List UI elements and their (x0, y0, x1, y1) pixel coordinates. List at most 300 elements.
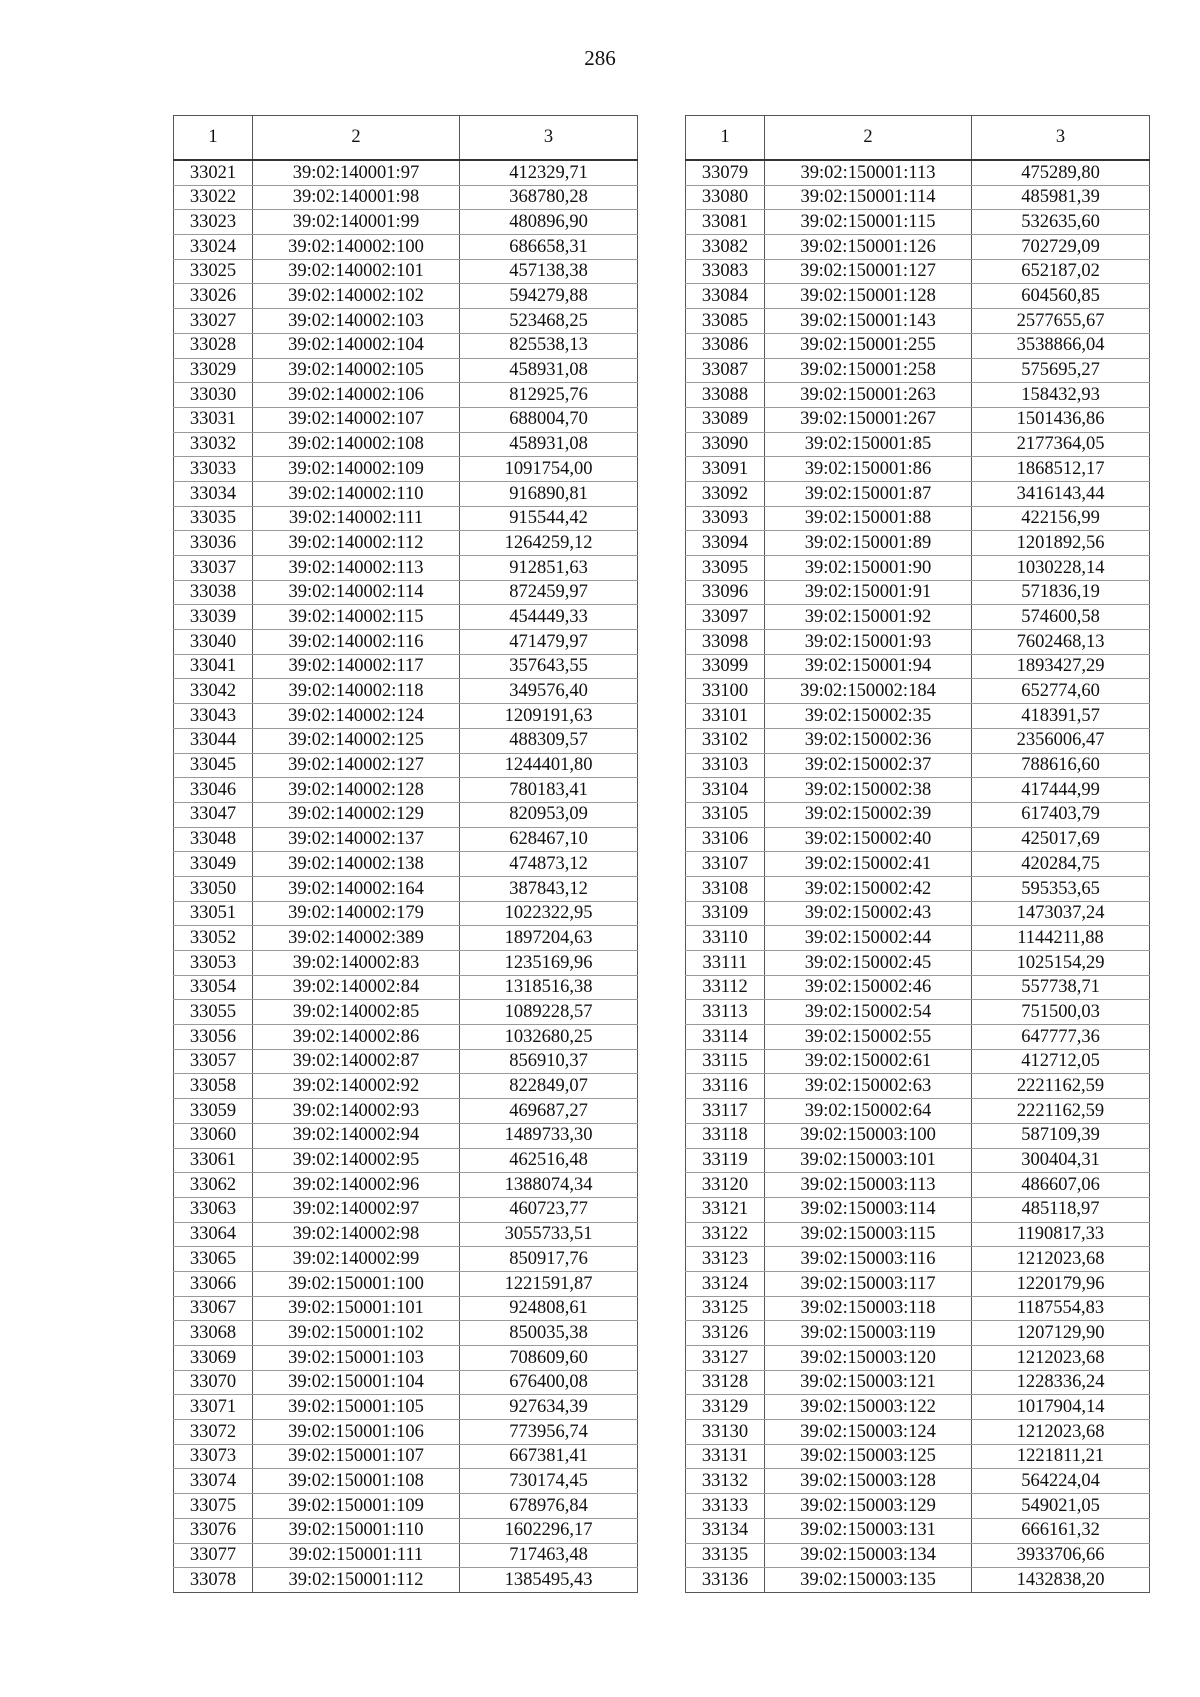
value-cell: 564224,04 (972, 1469, 1150, 1494)
row-number-cell: 33025 (174, 259, 253, 284)
table-row (174, 1025, 638, 1050)
value-cell: 822849,07 (460, 1074, 638, 1099)
header-row (686, 116, 1150, 161)
row-number-cell: 33131 (686, 1444, 765, 1469)
value-cell: 788616,60 (972, 753, 1150, 778)
table-row (686, 1222, 1150, 1247)
value-cell: 1190817,33 (972, 1222, 1150, 1247)
value-cell: 1318516,38 (460, 975, 638, 1000)
table-row (686, 951, 1150, 976)
cadastral-number-cell: 39:02:150003:122 (765, 1395, 972, 1420)
value-cell: 357643,55 (460, 654, 638, 679)
value-cell: 387843,12 (460, 876, 638, 901)
row-number-cell: 33072 (174, 1420, 253, 1445)
value-cell: 594279,88 (460, 284, 638, 309)
table-row (686, 1543, 1150, 1568)
table-row (174, 481, 638, 506)
row-number-cell: 33071 (174, 1395, 253, 1420)
value-cell: 1385495,43 (460, 1568, 638, 1593)
row-number-cell: 33095 (686, 556, 765, 581)
value-cell: 549021,05 (972, 1494, 1150, 1519)
value-cell: 686658,31 (460, 235, 638, 260)
cadastral-number-cell: 39:02:150002:38 (765, 778, 972, 803)
value-cell: 1207129,90 (972, 1321, 1150, 1346)
row-number-cell: 33118 (686, 1123, 765, 1148)
table-row (686, 1518, 1150, 1543)
value-cell: 1868512,17 (972, 457, 1150, 482)
row-number-cell: 33043 (174, 704, 253, 729)
row-number-cell: 33052 (174, 926, 253, 951)
value-cell: 2177364,05 (972, 432, 1150, 457)
value-cell: 3416143,44 (972, 481, 1150, 506)
cadastral-number-cell: 39:02:150002:184 (765, 679, 972, 704)
cadastral-number-cell: 39:02:140002:100 (253, 235, 460, 260)
value-cell: 532635,60 (972, 210, 1150, 235)
value-cell: 458931,08 (460, 432, 638, 457)
value-cell: 652187,02 (972, 259, 1150, 284)
row-number-cell: 33091 (686, 457, 765, 482)
cadastral-number-cell: 39:02:140002:109 (253, 457, 460, 482)
value-cell: 523468,25 (460, 309, 638, 334)
cadastral-number-cell: 39:02:150001:94 (765, 654, 972, 679)
table-row (174, 951, 638, 976)
row-number-cell: 33089 (686, 407, 765, 432)
header-cell-col-3: 3 (460, 116, 638, 161)
cadastral-number-cell: 39:02:150002:61 (765, 1049, 972, 1074)
cadastral-number-cell: 39:02:150002:64 (765, 1099, 972, 1124)
value-cell: 1091754,00 (460, 457, 638, 482)
row-number-cell: 33090 (686, 432, 765, 457)
row-number-cell: 33085 (686, 309, 765, 334)
value-cell: 1201892,56 (972, 531, 1150, 556)
table-row (174, 654, 638, 679)
row-number-cell: 33123 (686, 1247, 765, 1272)
row-number-cell: 33057 (174, 1049, 253, 1074)
value-cell: 1501436,86 (972, 407, 1150, 432)
table-row (174, 1271, 638, 1296)
row-number-cell: 33101 (686, 704, 765, 729)
table-row (174, 852, 638, 877)
row-number-cell: 33077 (174, 1543, 253, 1568)
row-number-cell: 33065 (174, 1247, 253, 1272)
cadastral-number-cell: 39:02:140002:84 (253, 975, 460, 1000)
row-number-cell: 33062 (174, 1173, 253, 1198)
row-number-cell: 33107 (686, 852, 765, 877)
row-number-cell: 33080 (686, 185, 765, 210)
table-row (174, 506, 638, 531)
table-row (174, 358, 638, 383)
cadastral-number-cell: 39:02:150001:126 (765, 235, 972, 260)
table-row (174, 1222, 638, 1247)
row-number-cell: 33104 (686, 778, 765, 803)
cadastral-number-cell: 39:02:140002:87 (253, 1049, 460, 1074)
table-row (174, 605, 638, 630)
cadastral-number-cell: 39:02:150001:109 (253, 1494, 460, 1519)
value-cell: 1209191,63 (460, 704, 638, 729)
table-row (686, 1469, 1150, 1494)
cadastral-number-cell: 39:02:150002:55 (765, 1025, 972, 1050)
cadastral-number-cell: 39:02:150001:127 (765, 259, 972, 284)
table-row (686, 1321, 1150, 1346)
cadastral-number-cell: 39:02:150002:45 (765, 951, 972, 976)
cadastral-number-cell: 39:02:140002:93 (253, 1099, 460, 1124)
row-number-cell: 33116 (686, 1074, 765, 1099)
value-cell: 652774,60 (972, 679, 1150, 704)
value-cell: 474873,12 (460, 852, 638, 877)
value-cell: 850917,76 (460, 1247, 638, 1272)
row-number-cell: 33024 (174, 235, 253, 260)
cadastral-number-cell: 39:02:140002:389 (253, 926, 460, 951)
table-row (174, 1370, 638, 1395)
cadastral-number-cell: 39:02:150002:44 (765, 926, 972, 951)
value-cell: 850035,38 (460, 1321, 638, 1346)
cadastral-number-cell: 39:02:150001:100 (253, 1271, 460, 1296)
row-number-cell: 33033 (174, 457, 253, 482)
value-cell: 469687,27 (460, 1099, 638, 1124)
table-row (686, 901, 1150, 926)
table-row (686, 506, 1150, 531)
row-number-cell: 33082 (686, 235, 765, 260)
row-number-cell: 33045 (174, 753, 253, 778)
value-cell: 717463,48 (460, 1543, 638, 1568)
value-cell: 7602468,13 (972, 630, 1150, 655)
cadastral-table-right (685, 115, 1150, 1593)
table-row (174, 1346, 638, 1371)
row-number-cell: 33061 (174, 1148, 253, 1173)
row-number-cell: 33034 (174, 481, 253, 506)
cadastral-number-cell: 39:02:150002:36 (765, 728, 972, 753)
value-cell: 486607,06 (972, 1173, 1150, 1198)
table-row (686, 259, 1150, 284)
cadastral-number-cell: 39:02:150001:128 (765, 284, 972, 309)
cadastral-number-cell: 39:02:140002:124 (253, 704, 460, 729)
page-number: 286 (584, 46, 616, 70)
value-cell: 1212023,68 (972, 1346, 1150, 1371)
table-row (686, 309, 1150, 334)
table-row (686, 1370, 1150, 1395)
table-row (686, 1395, 1150, 1420)
header-cell-col-2: 2 (765, 116, 972, 161)
row-number-cell: 33094 (686, 531, 765, 556)
cadastral-number-cell: 39:02:140002:105 (253, 358, 460, 383)
value-cell: 462516,48 (460, 1148, 638, 1173)
table-row (174, 1123, 638, 1148)
value-cell: 1473037,24 (972, 901, 1150, 926)
row-number-cell: 33029 (174, 358, 253, 383)
cadastral-number-cell: 39:02:150001:87 (765, 481, 972, 506)
table-row (174, 1296, 638, 1321)
row-number-cell: 33051 (174, 901, 253, 926)
value-cell: 595353,65 (972, 876, 1150, 901)
cadastral-number-cell: 39:02:150001:108 (253, 1469, 460, 1494)
cadastral-table-left (173, 115, 638, 1593)
table-row (686, 654, 1150, 679)
cadastral-number-cell: 39:02:150003:121 (765, 1370, 972, 1395)
value-cell: 1089228,57 (460, 1000, 638, 1025)
cadastral-number-cell: 39:02:150003:125 (765, 1444, 972, 1469)
table-row (686, 210, 1150, 235)
table-row (174, 975, 638, 1000)
cadastral-number-cell: 39:02:150003:119 (765, 1321, 972, 1346)
row-number-cell: 33041 (174, 654, 253, 679)
value-cell: 422156,99 (972, 506, 1150, 531)
row-number-cell: 33128 (686, 1370, 765, 1395)
table-row (686, 407, 1150, 432)
cadastral-number-cell: 39:02:150001:114 (765, 185, 972, 210)
table-row (174, 1494, 638, 1519)
cadastral-number-cell: 39:02:150001:258 (765, 358, 972, 383)
value-cell: 1032680,25 (460, 1025, 638, 1050)
value-cell: 488309,57 (460, 728, 638, 753)
table-row (174, 630, 638, 655)
table-row (686, 457, 1150, 482)
cadastral-number-cell: 39:02:150002:54 (765, 1000, 972, 1025)
row-number-cell: 33070 (174, 1370, 253, 1395)
row-number-cell: 33076 (174, 1518, 253, 1543)
value-cell: 412329,71 (460, 160, 638, 185)
table-row (686, 284, 1150, 309)
row-number-cell: 33055 (174, 1000, 253, 1025)
cadastral-number-cell: 39:02:150003:114 (765, 1197, 972, 1222)
cadastral-number-cell: 39:02:150003:101 (765, 1148, 972, 1173)
value-cell: 574600,58 (972, 605, 1150, 630)
value-cell: 420284,75 (972, 852, 1150, 877)
table-row (174, 1099, 638, 1124)
row-number-cell: 33134 (686, 1518, 765, 1543)
cadastral-number-cell: 39:02:140002:95 (253, 1148, 460, 1173)
row-number-cell: 33113 (686, 1000, 765, 1025)
row-number-cell: 33054 (174, 975, 253, 1000)
row-number-cell: 33083 (686, 259, 765, 284)
value-cell: 666161,32 (972, 1518, 1150, 1543)
cadastral-number-cell: 39:02:150001:90 (765, 556, 972, 581)
row-number-cell: 33027 (174, 309, 253, 334)
value-cell: 812925,76 (460, 383, 638, 408)
row-number-cell: 33093 (686, 506, 765, 531)
table-row (686, 1074, 1150, 1099)
value-cell: 475289,80 (972, 160, 1150, 185)
cadastral-number-cell: 39:02:140001:98 (253, 185, 460, 210)
table-row (174, 235, 638, 260)
cadastral-number-cell: 39:02:150001:107 (253, 1444, 460, 1469)
header-cell-col-2: 2 (253, 116, 460, 161)
value-cell: 3538866,04 (972, 333, 1150, 358)
table-row (686, 358, 1150, 383)
value-cell: 1030228,14 (972, 556, 1150, 581)
cadastral-number-cell: 39:02:140001:99 (253, 210, 460, 235)
row-number-cell: 33038 (174, 580, 253, 605)
value-cell: 916890,81 (460, 481, 638, 506)
cadastral-number-cell: 39:02:150001:93 (765, 630, 972, 655)
value-cell: 912851,63 (460, 556, 638, 581)
row-number-cell: 33122 (686, 1222, 765, 1247)
value-cell: 2577655,67 (972, 309, 1150, 334)
row-number-cell: 33022 (174, 185, 253, 210)
cadastral-number-cell: 39:02:150002:43 (765, 901, 972, 926)
value-cell: 158432,93 (972, 383, 1150, 408)
value-cell: 1212023,68 (972, 1420, 1150, 1445)
value-cell: 1244401,80 (460, 753, 638, 778)
row-number-cell: 33028 (174, 333, 253, 358)
value-cell: 872459,97 (460, 580, 638, 605)
cadastral-number-cell: 39:02:140002:112 (253, 531, 460, 556)
cadastral-number-cell: 39:02:140002:125 (253, 728, 460, 753)
table-row (174, 1197, 638, 1222)
cadastral-number-cell: 39:02:150001:91 (765, 580, 972, 605)
cadastral-number-cell: 39:02:140002:103 (253, 309, 460, 334)
table-row (174, 1148, 638, 1173)
cadastral-number-cell: 39:02:150003:115 (765, 1222, 972, 1247)
row-number-cell: 33096 (686, 580, 765, 605)
table-row (174, 1469, 638, 1494)
table-row (686, 160, 1150, 185)
value-cell: 349576,40 (460, 679, 638, 704)
table-row (686, 802, 1150, 827)
cadastral-number-cell: 39:02:140002:106 (253, 383, 460, 408)
cadastral-number-cell: 39:02:150001:143 (765, 309, 972, 334)
cadastral-number-cell: 39:02:140002:129 (253, 802, 460, 827)
value-cell: 927634,39 (460, 1395, 638, 1420)
value-cell: 1025154,29 (972, 951, 1150, 976)
table-row (686, 753, 1150, 778)
value-cell: 1017904,14 (972, 1395, 1150, 1420)
value-cell: 1221591,87 (460, 1271, 638, 1296)
value-cell: 3055733,51 (460, 1222, 638, 1247)
cadastral-number-cell: 39:02:140001:97 (253, 160, 460, 185)
value-cell: 688004,70 (460, 407, 638, 432)
cadastral-number-cell: 39:02:150003:117 (765, 1271, 972, 1296)
row-number-cell: 33073 (174, 1444, 253, 1469)
table-row (686, 1247, 1150, 1272)
row-number-cell: 33112 (686, 975, 765, 1000)
cadastral-number-cell: 39:02:150001:267 (765, 407, 972, 432)
row-number-cell: 33050 (174, 876, 253, 901)
row-number-cell: 33097 (686, 605, 765, 630)
value-cell: 667381,41 (460, 1444, 638, 1469)
row-number-cell: 33084 (686, 284, 765, 309)
cadastral-number-cell: 39:02:140002:113 (253, 556, 460, 581)
row-number-cell: 33064 (174, 1222, 253, 1247)
row-number-cell: 33035 (174, 506, 253, 531)
value-cell: 557738,71 (972, 975, 1150, 1000)
table-row (686, 728, 1150, 753)
row-number-cell: 33127 (686, 1346, 765, 1371)
row-number-cell: 33060 (174, 1123, 253, 1148)
value-cell: 604560,85 (972, 284, 1150, 309)
value-cell: 2221162,59 (972, 1074, 1150, 1099)
value-cell: 730174,45 (460, 1469, 638, 1494)
value-cell: 628467,10 (460, 827, 638, 852)
cadastral-number-cell: 39:02:140002:110 (253, 481, 460, 506)
table-row (686, 876, 1150, 901)
row-number-cell: 33132 (686, 1469, 765, 1494)
table-row (174, 432, 638, 457)
value-cell: 425017,69 (972, 827, 1150, 852)
cadastral-number-cell: 39:02:150001:85 (765, 432, 972, 457)
table-row (174, 259, 638, 284)
value-cell: 1602296,17 (460, 1518, 638, 1543)
cadastral-number-cell: 39:02:150001:101 (253, 1296, 460, 1321)
table-row (686, 185, 1150, 210)
row-number-cell: 33126 (686, 1321, 765, 1346)
table-row (174, 556, 638, 581)
table-row (174, 160, 638, 185)
value-cell: 1897204,63 (460, 926, 638, 951)
cadastral-number-cell: 39:02:150003:128 (765, 1469, 972, 1494)
cadastral-number-cell: 39:02:140002:116 (253, 630, 460, 655)
cadastral-number-cell: 39:02:140002:94 (253, 1123, 460, 1148)
table-row (174, 1420, 638, 1445)
row-number-cell: 33067 (174, 1296, 253, 1321)
header-cell-col-1: 1 (686, 116, 765, 161)
table-row (174, 1321, 638, 1346)
cadastral-number-cell: 39:02:150003:124 (765, 1420, 972, 1445)
table-row (174, 901, 638, 926)
table-row (686, 975, 1150, 1000)
row-number-cell: 33114 (686, 1025, 765, 1050)
table-row (686, 778, 1150, 803)
row-number-cell: 33074 (174, 1469, 253, 1494)
table-row (174, 1568, 638, 1593)
value-cell: 471479,97 (460, 630, 638, 655)
row-number-cell: 33069 (174, 1346, 253, 1371)
table-row (174, 679, 638, 704)
row-number-cell: 33109 (686, 901, 765, 926)
row-number-cell: 33100 (686, 679, 765, 704)
table-row (686, 1123, 1150, 1148)
cadastral-number-cell: 39:02:140002:86 (253, 1025, 460, 1050)
row-number-cell: 33133 (686, 1494, 765, 1519)
row-number-cell: 33039 (174, 605, 253, 630)
value-cell: 412712,05 (972, 1049, 1150, 1074)
cadastral-number-cell: 39:02:150001:86 (765, 457, 972, 482)
cadastral-number-cell: 39:02:150001:115 (765, 210, 972, 235)
row-number-cell: 33125 (686, 1296, 765, 1321)
table-row (686, 1025, 1150, 1050)
row-number-cell: 33103 (686, 753, 765, 778)
row-number-cell: 33115 (686, 1049, 765, 1074)
row-number-cell: 33023 (174, 210, 253, 235)
row-number-cell: 33121 (686, 1197, 765, 1222)
table-row (174, 407, 638, 432)
value-cell: 417444,99 (972, 778, 1150, 803)
value-cell: 1221811,21 (972, 1444, 1150, 1469)
cadastral-number-cell: 39:02:150002:39 (765, 802, 972, 827)
row-number-cell: 33021 (174, 160, 253, 185)
value-cell: 1432838,20 (972, 1568, 1150, 1593)
table-row (686, 1346, 1150, 1371)
row-number-cell: 33046 (174, 778, 253, 803)
row-number-cell: 33120 (686, 1173, 765, 1198)
value-cell: 1489733,30 (460, 1123, 638, 1148)
row-number-cell: 33036 (174, 531, 253, 556)
cadastral-number-cell: 39:02:150001:92 (765, 605, 972, 630)
value-cell: 702729,09 (972, 235, 1150, 260)
cadastral-number-cell: 39:02:150003:100 (765, 1123, 972, 1148)
cadastral-number-cell: 39:02:150003:135 (765, 1568, 972, 1593)
cadastral-number-cell: 39:02:150001:111 (253, 1543, 460, 1568)
table-row (686, 383, 1150, 408)
table-row (686, 1494, 1150, 1519)
table-row (686, 852, 1150, 877)
row-number-cell: 33119 (686, 1148, 765, 1173)
value-cell: 1228336,24 (972, 1370, 1150, 1395)
cadastral-number-cell: 39:02:140002:107 (253, 407, 460, 432)
table-row (174, 531, 638, 556)
value-cell: 647777,36 (972, 1025, 1150, 1050)
row-number-cell: 33044 (174, 728, 253, 753)
cadastral-number-cell: 39:02:140002:97 (253, 1197, 460, 1222)
